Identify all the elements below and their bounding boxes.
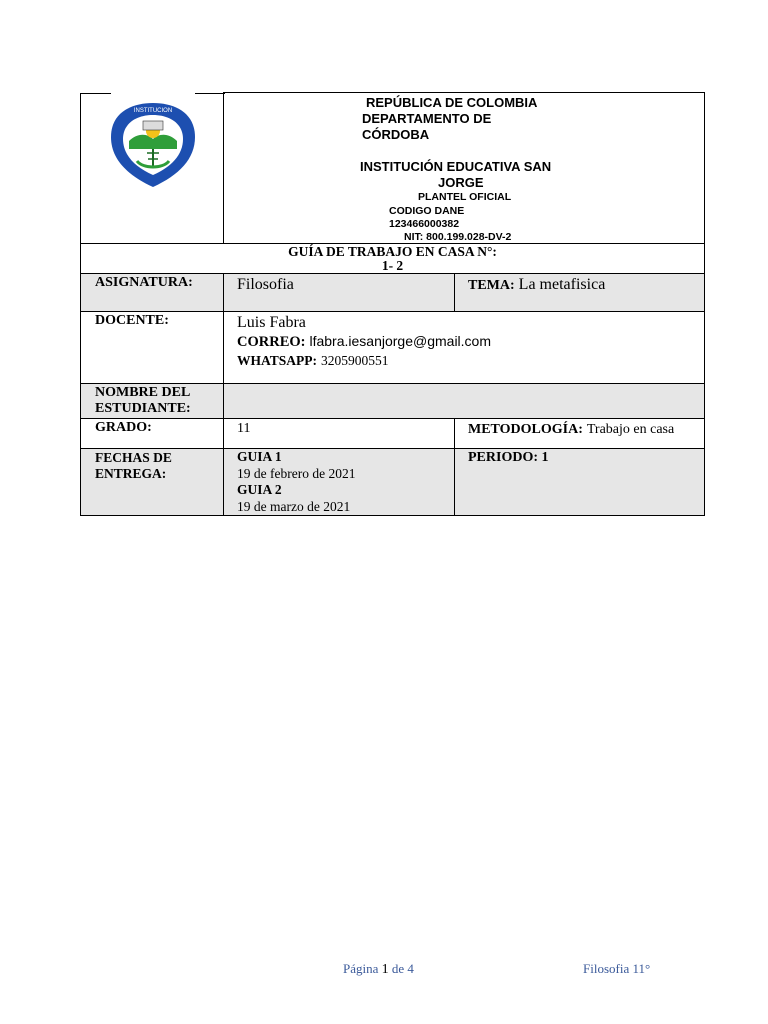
metodologia-value: Trabajo en casa (586, 422, 675, 437)
whatsapp-label: WHATSAPP: (237, 353, 317, 368)
page-word: Página (343, 961, 379, 976)
header-nit: NIT: 800.199.028-DV-2 (404, 231, 512, 243)
docente-correo-line (237, 332, 704, 352)
header-codigo: CODIGO DANE (389, 205, 465, 217)
grado-value: 11 (224, 419, 455, 449)
docente-label: DOCENTE: (81, 312, 224, 384)
docente-cell (224, 312, 705, 384)
tema-cell (455, 274, 705, 312)
guia-title-cell (81, 244, 705, 274)
tema-value: La metafisica (518, 276, 606, 293)
grado-label: GRADO: (81, 419, 224, 449)
correo-value[interactable]: lfabra.iesanjorge@gmail.com (309, 333, 491, 349)
header-province: CÓRDOBA (362, 127, 430, 142)
asignatura-label: ASIGNATURA: (81, 274, 224, 312)
asignatura-text: Filosofia (237, 276, 294, 293)
guia2-label: GUIA 2 (237, 482, 282, 497)
correo-label: CORREO: (237, 334, 306, 350)
header-department: DEPARTAMENTO DE (362, 111, 492, 126)
guia2-date: 19 de marzo de 2021 (237, 498, 351, 514)
institution-header (224, 93, 705, 244)
page-number (343, 961, 414, 978)
tema-label: TEMA: (468, 278, 515, 293)
guia-title: GUÍA DE TRABAJO EN CASA N°: (288, 244, 497, 259)
header-plantel: PLANTEL OFICIAL (418, 191, 512, 203)
estudiante-value[interactable] (224, 384, 705, 419)
docente-name: Luis Fabra (237, 314, 306, 331)
header-country: REPÚBLICA DE COLOMBIA (366, 95, 538, 110)
entrega-label: FECHAS DE ENTREGA: (81, 449, 224, 516)
header-table (80, 92, 705, 516)
entrega-cell (224, 449, 455, 516)
guia-number: 1- 2 (381, 258, 404, 273)
svg-text:INSTITUCION: INSTITUCION (133, 107, 173, 114)
periodo-label: PERIODO: 1 (455, 449, 705, 516)
page-total: 4 (407, 961, 414, 976)
metodologia-cell (455, 419, 705, 449)
header-institution: INSTITUCIÓN EDUCATIVA SAN (360, 159, 552, 174)
school-crest-icon (107, 99, 199, 191)
docente-whatsapp-line (237, 352, 704, 370)
estudiante-label: NOMBRE DEL ESTUDIANTE: (81, 384, 224, 419)
header-dane: 123466000382 (389, 218, 460, 230)
header-institution-2: JORGE (438, 175, 484, 190)
whatsapp-value: 3205900551 (321, 353, 389, 368)
footer-subject: Filosofia 11° (583, 961, 651, 976)
page-of: de (391, 961, 405, 976)
asignatura-value (224, 274, 455, 312)
logo-cell (81, 93, 224, 244)
guia1-date: 19 de febrero de 2021 (237, 465, 356, 481)
metodologia-label: METODOLOGÍA: (468, 422, 583, 437)
guia1-label: GUIA 1 (237, 449, 282, 464)
page-current: 1 (381, 962, 389, 977)
